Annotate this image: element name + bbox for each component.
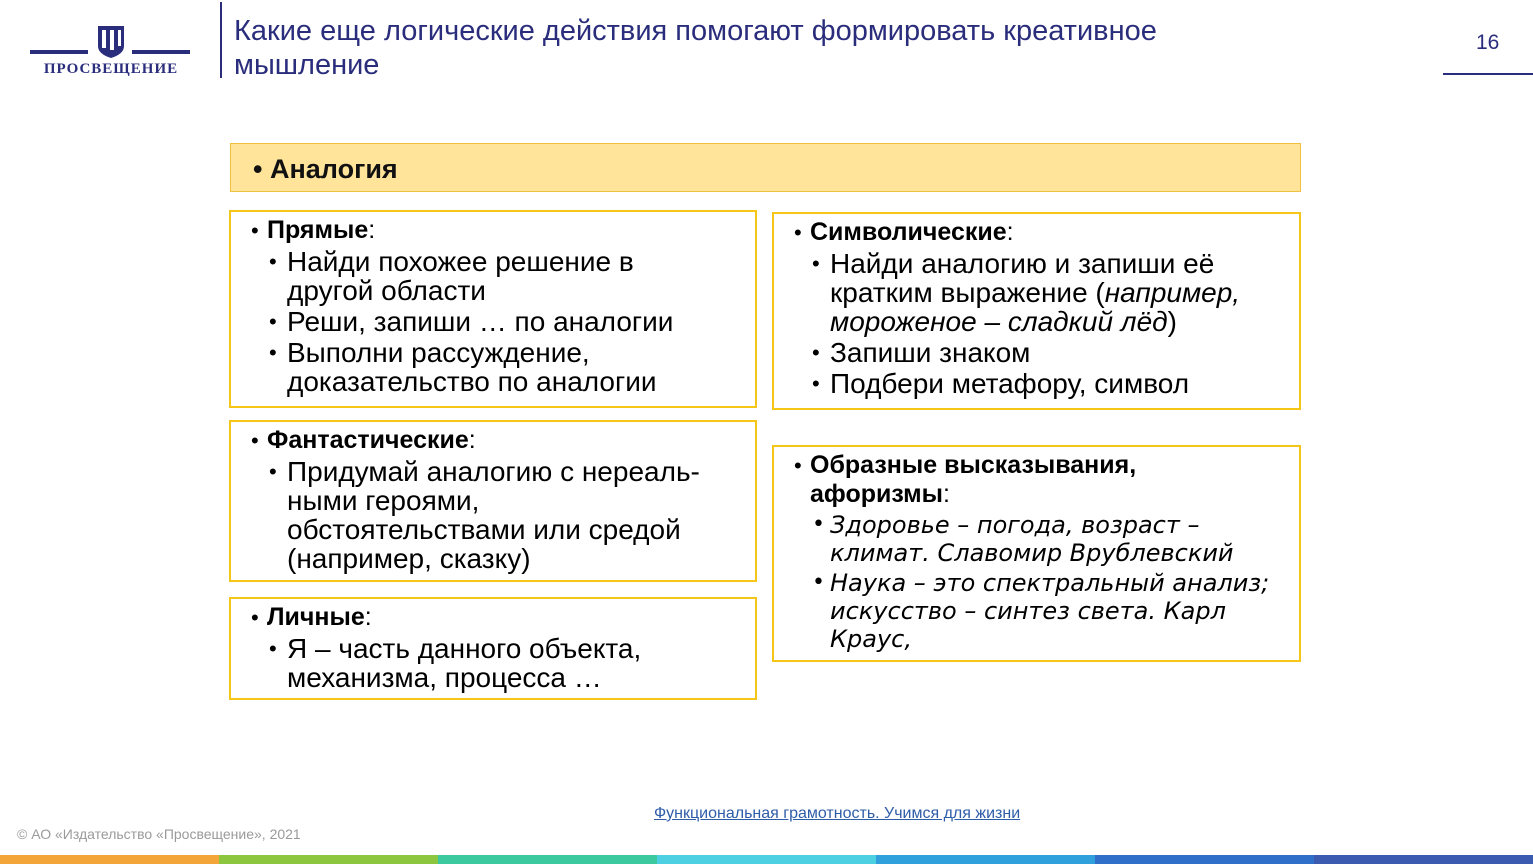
banner-heading: Аналогия	[269, 154, 398, 184]
heading-colon: :	[1006, 218, 1014, 246]
item-line: Выполни рассуждение,	[287, 337, 590, 368]
banner-label	[253, 154, 398, 185]
item-line: Придумай аналогию с нереаль-	[287, 456, 700, 487]
quote-line: искусство – синтез света. Карл	[830, 597, 1226, 625]
footer-link[interactable]: Функциональная грамотность. Учимся для жизни	[654, 805, 1021, 822]
item-line: Запиши знаком	[830, 337, 1031, 368]
quote-line: Краус,	[830, 625, 913, 653]
stripe	[1095, 855, 1314, 864]
box-heading: • Символические:	[794, 218, 1014, 246]
copyright: © АО «Издательство «Просвещение», 2021	[17, 826, 301, 842]
list-item: • Придумай аналогию с нереаль- ными героями, обстоятельствами или средой (например, сказку)	[269, 456, 700, 574]
list-item: • Найди похожее решение в другой области	[269, 246, 634, 306]
example-text: например,	[1104, 277, 1241, 308]
item-text: )	[1167, 306, 1177, 337]
footer-color-stripes	[0, 855, 1533, 864]
heading-colon: :	[364, 603, 372, 631]
title-line-1: Какие еще логические действия помогают формировать креативное	[234, 15, 1157, 47]
item-line	[830, 278, 1240, 307]
item-line: Найди аналогию и запиши её	[830, 248, 1215, 279]
item-line: (например, сказку)	[287, 543, 531, 574]
personal-analogies-box	[229, 597, 757, 700]
item-line	[830, 307, 1240, 336]
item-line: доказательство по аналогии	[287, 366, 657, 397]
logo-text: ПРОСВЕЩЕНИЕ	[43, 61, 179, 77]
item-line: Реши, запиши … по аналогии	[287, 306, 674, 337]
list-item: • Выполни рассуждение, доказательство по аналогии	[269, 337, 657, 397]
heading-text: Образные высказывания,	[810, 451, 1137, 479]
heading-colon: :	[943, 480, 950, 508]
bullet: •	[253, 154, 263, 184]
heading-colon: :	[468, 426, 476, 454]
item-line: ными героями,	[287, 485, 480, 516]
heading-text: Прямые	[267, 216, 369, 244]
heading-text: Фантастические	[267, 426, 469, 454]
box-heading: • Личные:	[251, 603, 372, 631]
header-divider	[220, 2, 222, 78]
stripe	[657, 855, 876, 864]
symbolic-analogies-box	[772, 212, 1301, 410]
quote-line: Здоровье – погода, возраст –	[830, 511, 1200, 539]
heading-text: Личные	[267, 603, 365, 631]
page-number-rule	[1443, 73, 1533, 75]
example-text: мороженое – сладкий лёд	[830, 306, 1168, 337]
title-line-2: мышление	[234, 49, 380, 81]
stripe	[0, 855, 219, 864]
item-line: Подбери метафору, символ	[830, 368, 1190, 399]
box-heading: • Фантастические:	[251, 426, 476, 454]
item-text: кратким выражение (	[830, 277, 1105, 308]
item-line: Найди похожее решение в	[287, 246, 634, 277]
figurative-sayings-box	[772, 445, 1301, 662]
item-line: другой области	[287, 275, 486, 306]
list-item: • Подбери метафору, символ	[812, 368, 1190, 399]
fantastic-analogies-box	[229, 420, 757, 582]
stripe	[219, 855, 438, 864]
stripe	[1314, 855, 1533, 864]
list-item: • Наука – это спектральный анализ; искусство – синтез света. Карл Краус,	[812, 569, 1270, 653]
quote-line: Наука – это спектральный анализ;	[830, 569, 1270, 597]
box-heading: • Образные высказывания, афоризмы:	[794, 451, 1137, 508]
item-line: механизма, процесса …	[287, 662, 602, 693]
stripe	[876, 855, 1095, 864]
list-item: • Реши, запиши … по аналогии	[269, 306, 674, 337]
analogy-banner	[230, 143, 1301, 192]
list-item: • Запиши знаком	[812, 337, 1031, 368]
box-heading: • Прямые:	[251, 216, 376, 244]
stripe	[438, 855, 657, 864]
quote-line: климат. Славомир Врублевский	[830, 539, 1234, 567]
heading-text: Символические	[810, 218, 1007, 246]
heading-colon: :	[368, 216, 376, 244]
page-title	[234, 14, 1294, 82]
item-line: обстоятельствами или средой	[287, 514, 681, 545]
item-line: Я – часть данного объекта,	[287, 633, 642, 664]
heading-text: афоризмы	[810, 480, 944, 508]
list-item: • Найди аналогию и запиши её кратким выражение (например, мороженое – сладкий лёд)	[812, 248, 1241, 337]
list-item: • Я – часть данного объекта, механизма, процесса …	[269, 633, 642, 693]
direct-analogies-box	[229, 210, 757, 408]
list-item: • Здоровье – погода, возраст – климат. Славомир Врублевский	[812, 511, 1234, 567]
page-number: 16	[1476, 31, 1500, 54]
